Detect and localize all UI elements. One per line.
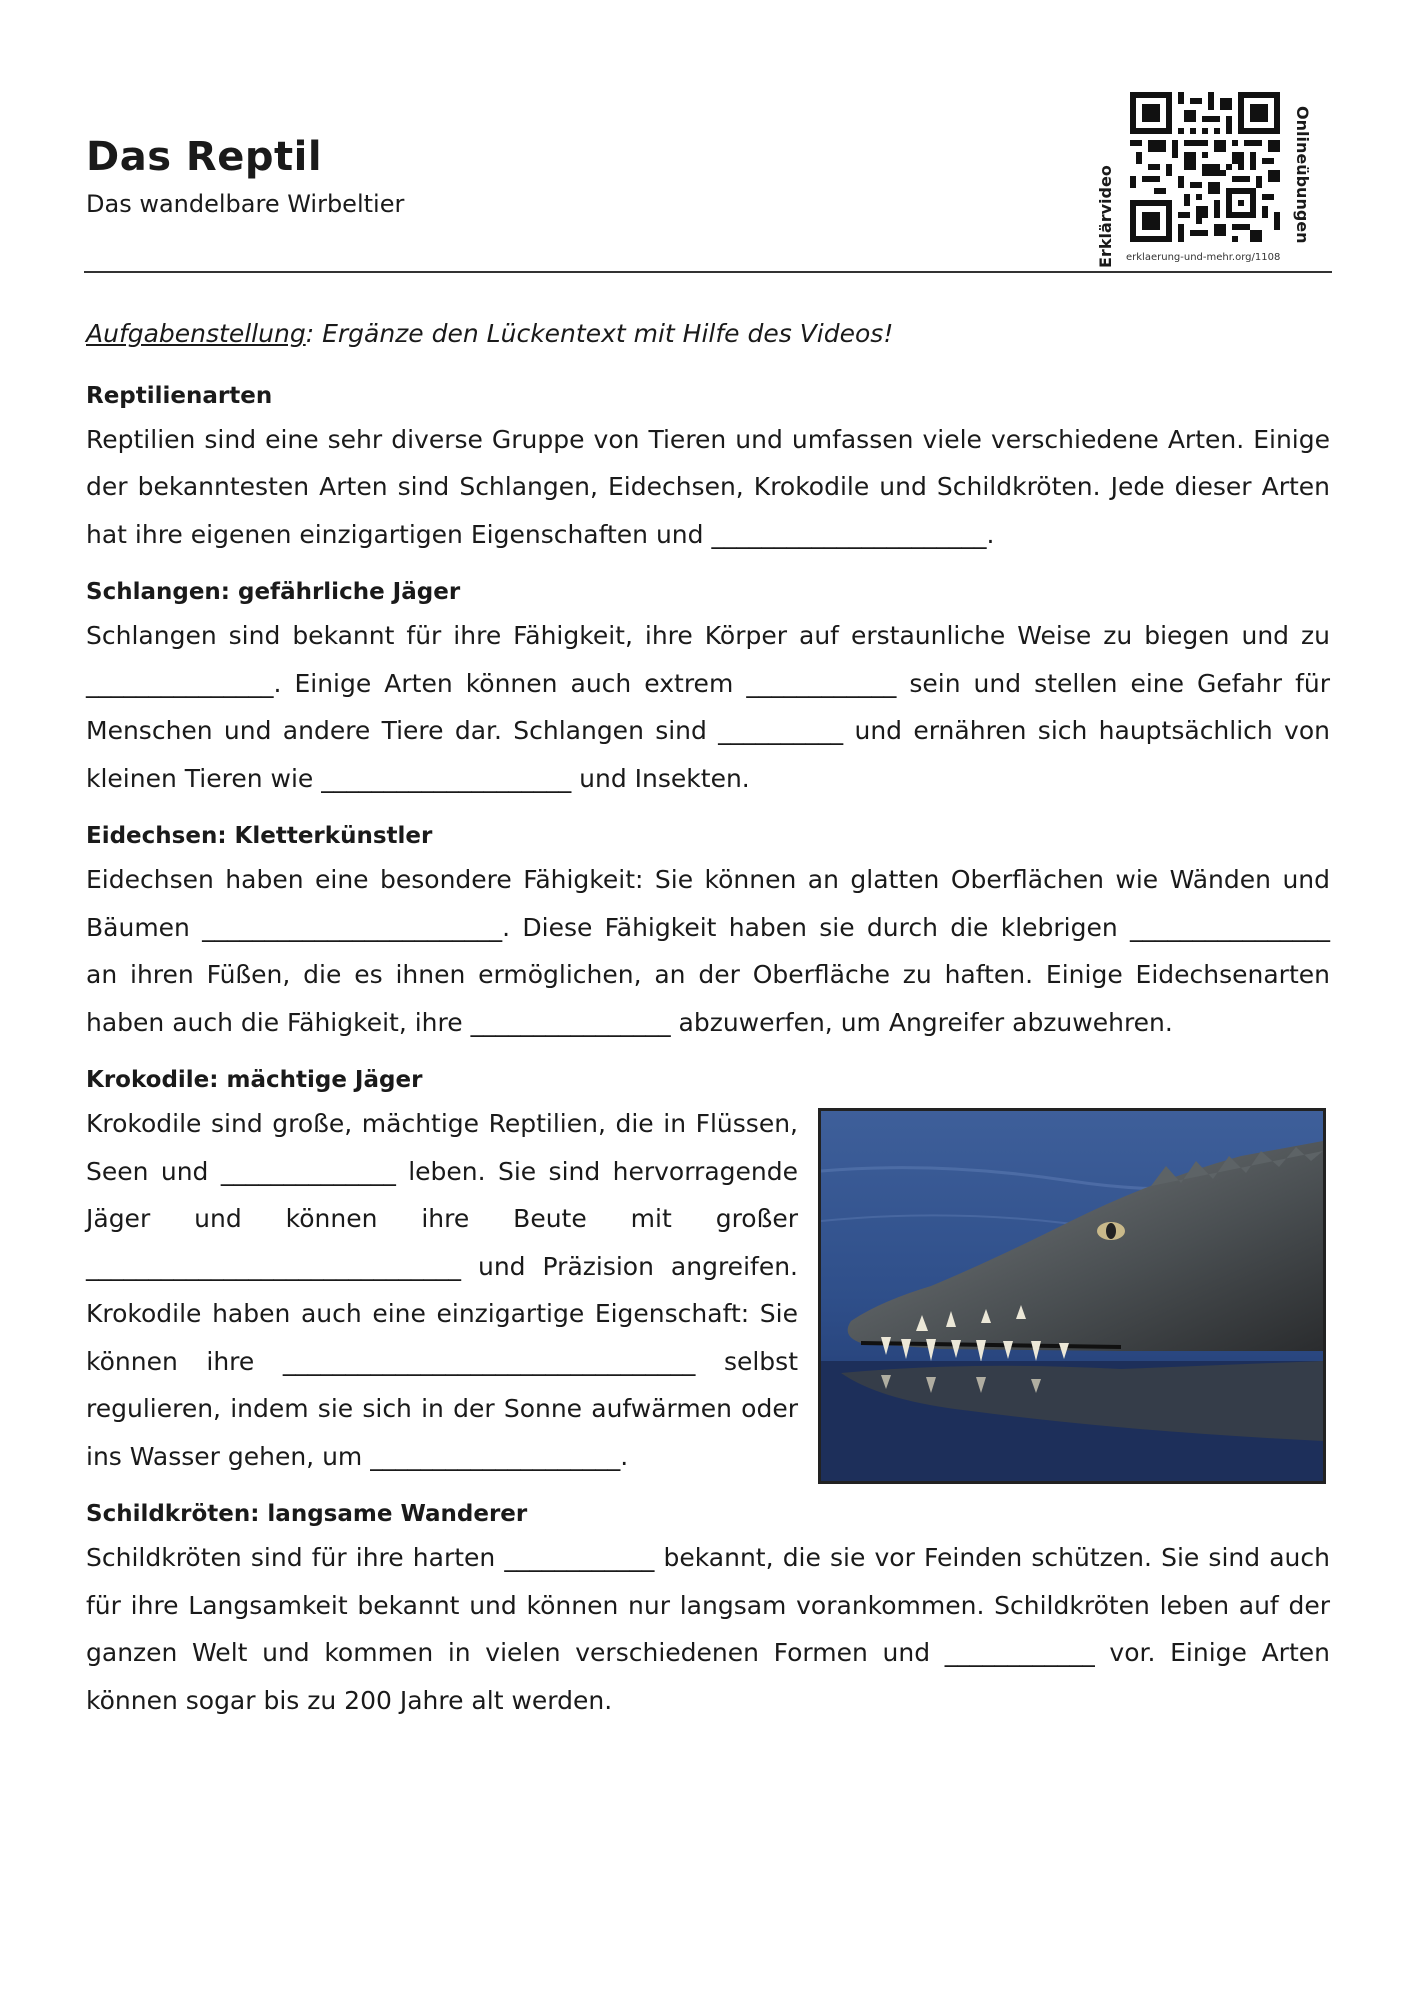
worksheet-body	[86, 310, 1330, 1738]
section-text: Reptilien sind eine sehr diverse Gruppe von Tieren und umfassen viele verschiedene Arten. Einige der bekanntesten Arten sind Schlangen, Eidechsen, Krokodile und Schildkröten. Jede dieser Arten hat ihre eigenen einzigartigen Eigenschaften und ______________________.	[86, 424, 1330, 549]
crocodile-section	[86, 1060, 1330, 1480]
qr-right-label: Onlineübungen	[1293, 106, 1312, 244]
header-divider	[84, 271, 1332, 273]
page-title: Das Reptil	[86, 134, 323, 180]
section-text: Eidechsen haben eine besondere Fähigkeit: Sie können an glatten Oberflächen wie Wänden und Bäumen ________________________. Diese Fähigkeit haben sie durch die klebrigen ________________ an ihren Füßen, die es ihnen ermöglichen, an der Oberfläche zu haften. Einige Eidechsenarten haben auch die Fähigkeit, ihre ________________ abzuwerfen, um Angreifer abzuwehren.	[86, 865, 1330, 1037]
section-text: Schildkröten sind für ihre harten ____________ bekannt, die sie vor Feinden schützen. Sie sind auch für ihre Langsamkeit bekannt und können nur langsam vorankommen. Schildkröten leben auf der ganzen Welt und kommen in vielen verschiedenen Formen und ____________ vor. Einige Arten können sogar bis zu 200 Jahre alt werden.	[86, 1543, 1330, 1715]
crocodile-image	[818, 1108, 1326, 1484]
section-heading: Reptilienarten	[86, 382, 273, 409]
section-heading: Schildkröten: langsame Wanderer	[86, 1501, 528, 1527]
page-subtitle: Das wandelbare Wirbeltier	[86, 190, 405, 218]
task-instruction: Aufgabenstellung: Ergänze den Lückentext mit Hilfe des Videos!	[86, 319, 894, 348]
qr-url[interactable]: erklaerung-und-mehr.org/1108	[1126, 252, 1281, 263]
section-heading: Eidechsen: Kletterkünstler	[86, 823, 433, 849]
section-text: Schlangen sind bekannt für ihre Fähigkeit, ihre Körper auf erstaunliche Weise zu biegen und zu _______________. Einige Arten können auch extrem ____________ sein und stellen eine Gefahr für Menschen und andere Tiere dar. Schlangen sind __________ und ernähren sich hauptsächlich von kleinen Tieren wie ____________________ und Insekten.	[86, 621, 1330, 793]
section-heading: Krokodile: mächtige Jäger	[86, 1067, 423, 1093]
section-text: Krokodile sind große, mächtige Reptilien, die in Flüssen, Seen und ______________ leben. Sie sind hervorragende Jäger und können ihre Beute mit großer ______________________________ und Präzision angreifen. Krokodile haben auch eine einzigartige Eigenschaft: Sie können ihre _________________________________ selbst regulieren, indem sie sich in der Sonne aufwärmen oder ins Wasser gehen, um ____________________.	[86, 1109, 798, 1471]
qr-code-icon[interactable]	[1130, 92, 1280, 242]
worksheet-page	[86, 0, 1330, 2000]
qr-left-label: Erklärvideo	[1096, 165, 1115, 268]
qr-block	[1086, 88, 1326, 268]
section-heading: Schlangen: gefährliche Jäger	[86, 579, 461, 605]
